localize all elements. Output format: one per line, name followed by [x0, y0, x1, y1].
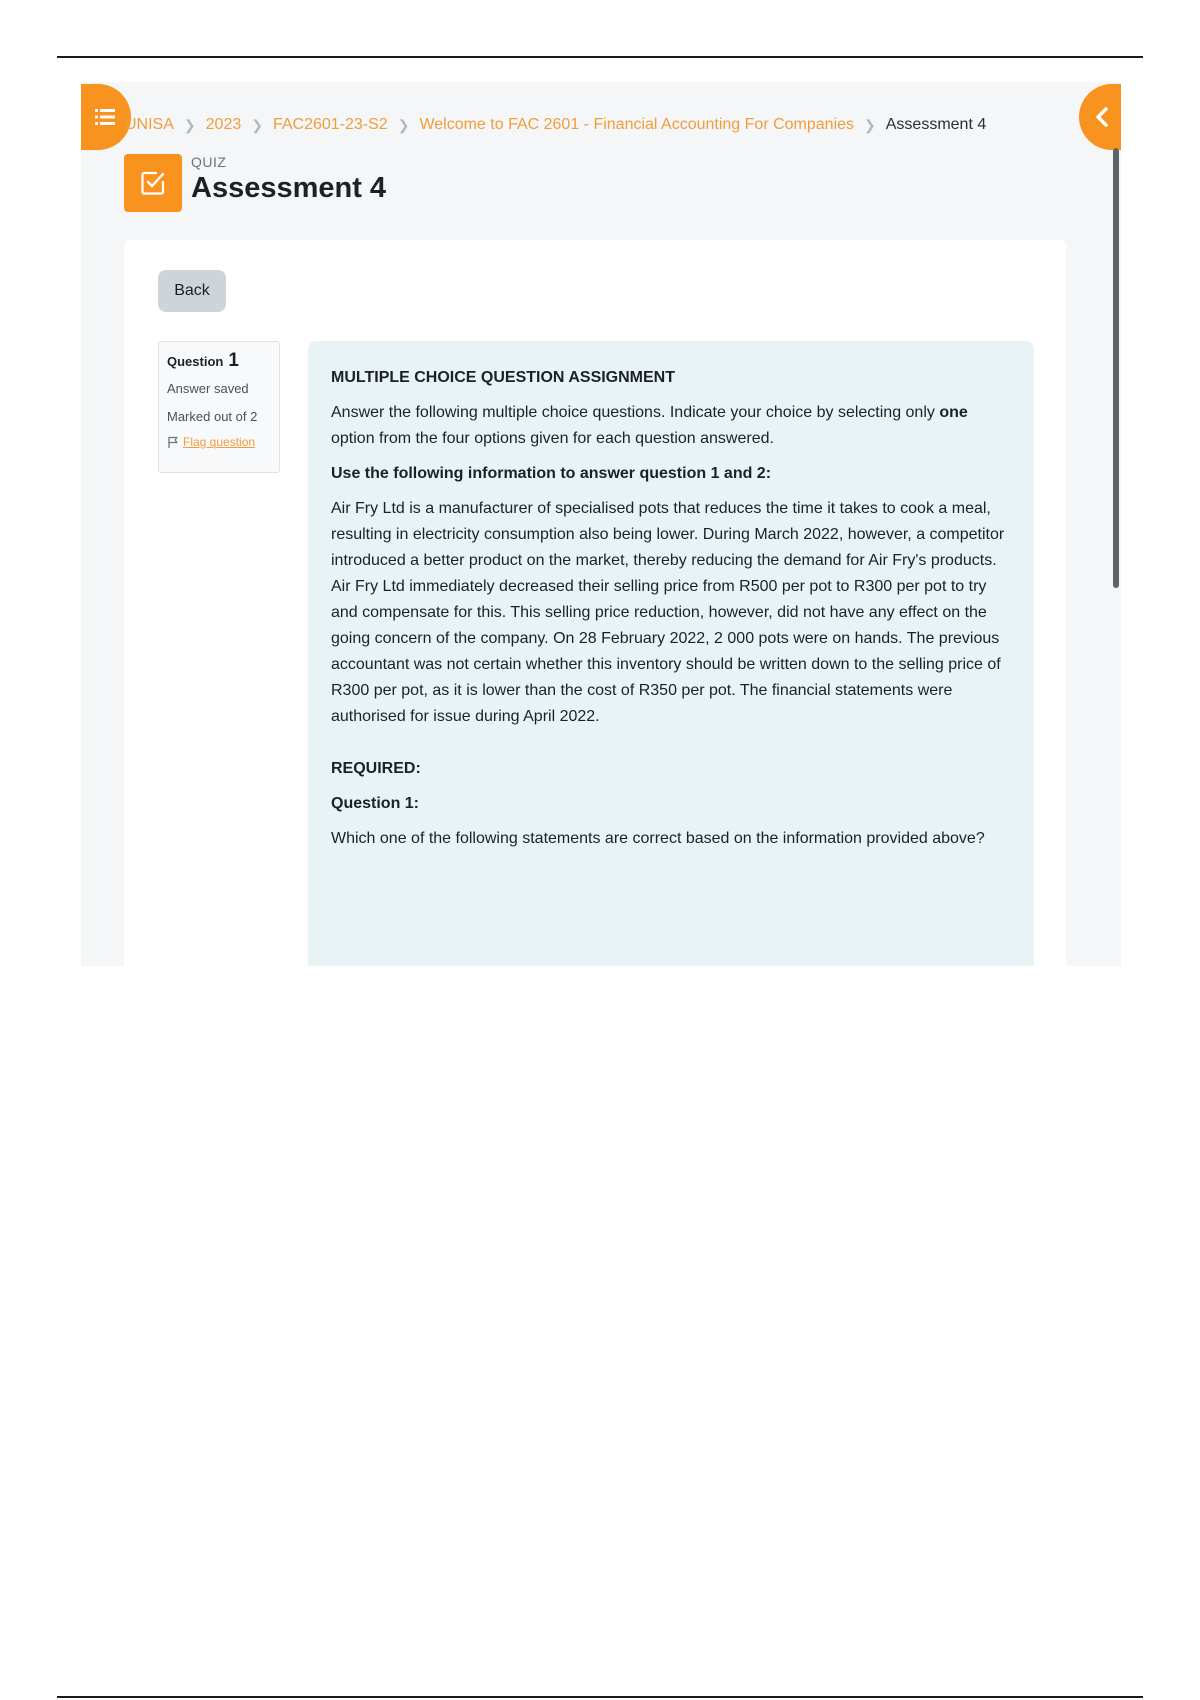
question-number [167, 350, 271, 372]
flag-question-toggle[interactable] [167, 435, 271, 449]
instructions-emphasis: one [939, 404, 968, 421]
question-grade: Marked out of 2 [167, 409, 258, 424]
question-text-panel [308, 341, 1034, 966]
page-bottom-rule [57, 1696, 1143, 1698]
back-button[interactable]: Back [158, 270, 226, 312]
chevron-right-icon: ❯ [864, 116, 876, 133]
page-top-rule [57, 56, 1143, 58]
page-type-label: QUIZ [191, 154, 227, 170]
chevron-right-icon: ❯ [251, 116, 263, 133]
chevron-right-icon: ❯ [397, 116, 410, 133]
chevron-right-icon: ❯ [183, 116, 196, 133]
question-label: Question 1: [331, 795, 420, 812]
question-number-label: Question [167, 354, 224, 369]
question-instructions [331, 400, 1012, 452]
quiz-activity-icon [124, 154, 182, 212]
breadcrumb-item-current: Assessment 4 [885, 116, 987, 133]
breadcrumb-item-year[interactable]: 2023 [205, 116, 242, 133]
instructions-text: Answer the following multiple choice questions. Indicate your choice by selecting only [331, 404, 940, 421]
checkbox-edit-icon [140, 170, 166, 196]
question-number-value: 1 [228, 350, 239, 371]
breadcrumb-item-course[interactable]: FAC2601-23-S2 [272, 116, 388, 133]
flag-question-link[interactable]: Flag question [183, 435, 256, 449]
moodle-quiz-screenshot [81, 82, 1121, 966]
required-label: REQUIRED: [331, 760, 421, 777]
info-heading: Use the following information to answer question 1 and 2: [331, 465, 772, 482]
question-heading: MULTIPLE CHOICE QUESTION ASSIGNMENT [331, 369, 676, 386]
breadcrumb-item-unisa[interactable]: UNISA [125, 116, 174, 133]
scrollbar[interactable] [1113, 148, 1119, 588]
scenario-text: Air Fry Ltd is a manufacturer of specialised pots that reduces the time it takes to cook a meal, resulting in electricity consumption also being lower. During March 2022, however, a competitor introduced a better product on the market, thereby reducing the demand for Air Fry's products. Air Fry Ltd immediately decreased their selling price from R500 per pot to R300 per pot to try and compensate for this. This selling price reduction, however, did not have any effect on the going concern of the company. On 28 February 2022, 2 000 pots were on hands. The previous accountant was not certain whether this inventory should be written down to the selling price of R300 per pot, as it is lower than the cost of R350 per pot. The financial statements were authorised for issue during April 2022. [331, 500, 1005, 725]
page-title: Assessment 4 [191, 172, 387, 204]
course-index-toggle[interactable] [81, 84, 131, 150]
list-icon [95, 108, 115, 126]
question-prompt: Which one of the following statements are correct based on the information provided above? [331, 830, 985, 847]
question-state: Answer saved [167, 381, 249, 396]
quiz-content-card [124, 240, 1066, 966]
block-drawer-toggle[interactable] [1079, 84, 1121, 150]
question-info-panel [158, 341, 280, 473]
instructions-text-end: option from the four options given for each question answered. [331, 430, 774, 447]
breadcrumb [125, 116, 986, 134]
breadcrumb-item-section[interactable]: Welcome to FAC 2601 - Financial Accounting For Companies [419, 116, 855, 133]
flag-icon [167, 436, 179, 449]
chevron-left-icon [1095, 107, 1109, 127]
